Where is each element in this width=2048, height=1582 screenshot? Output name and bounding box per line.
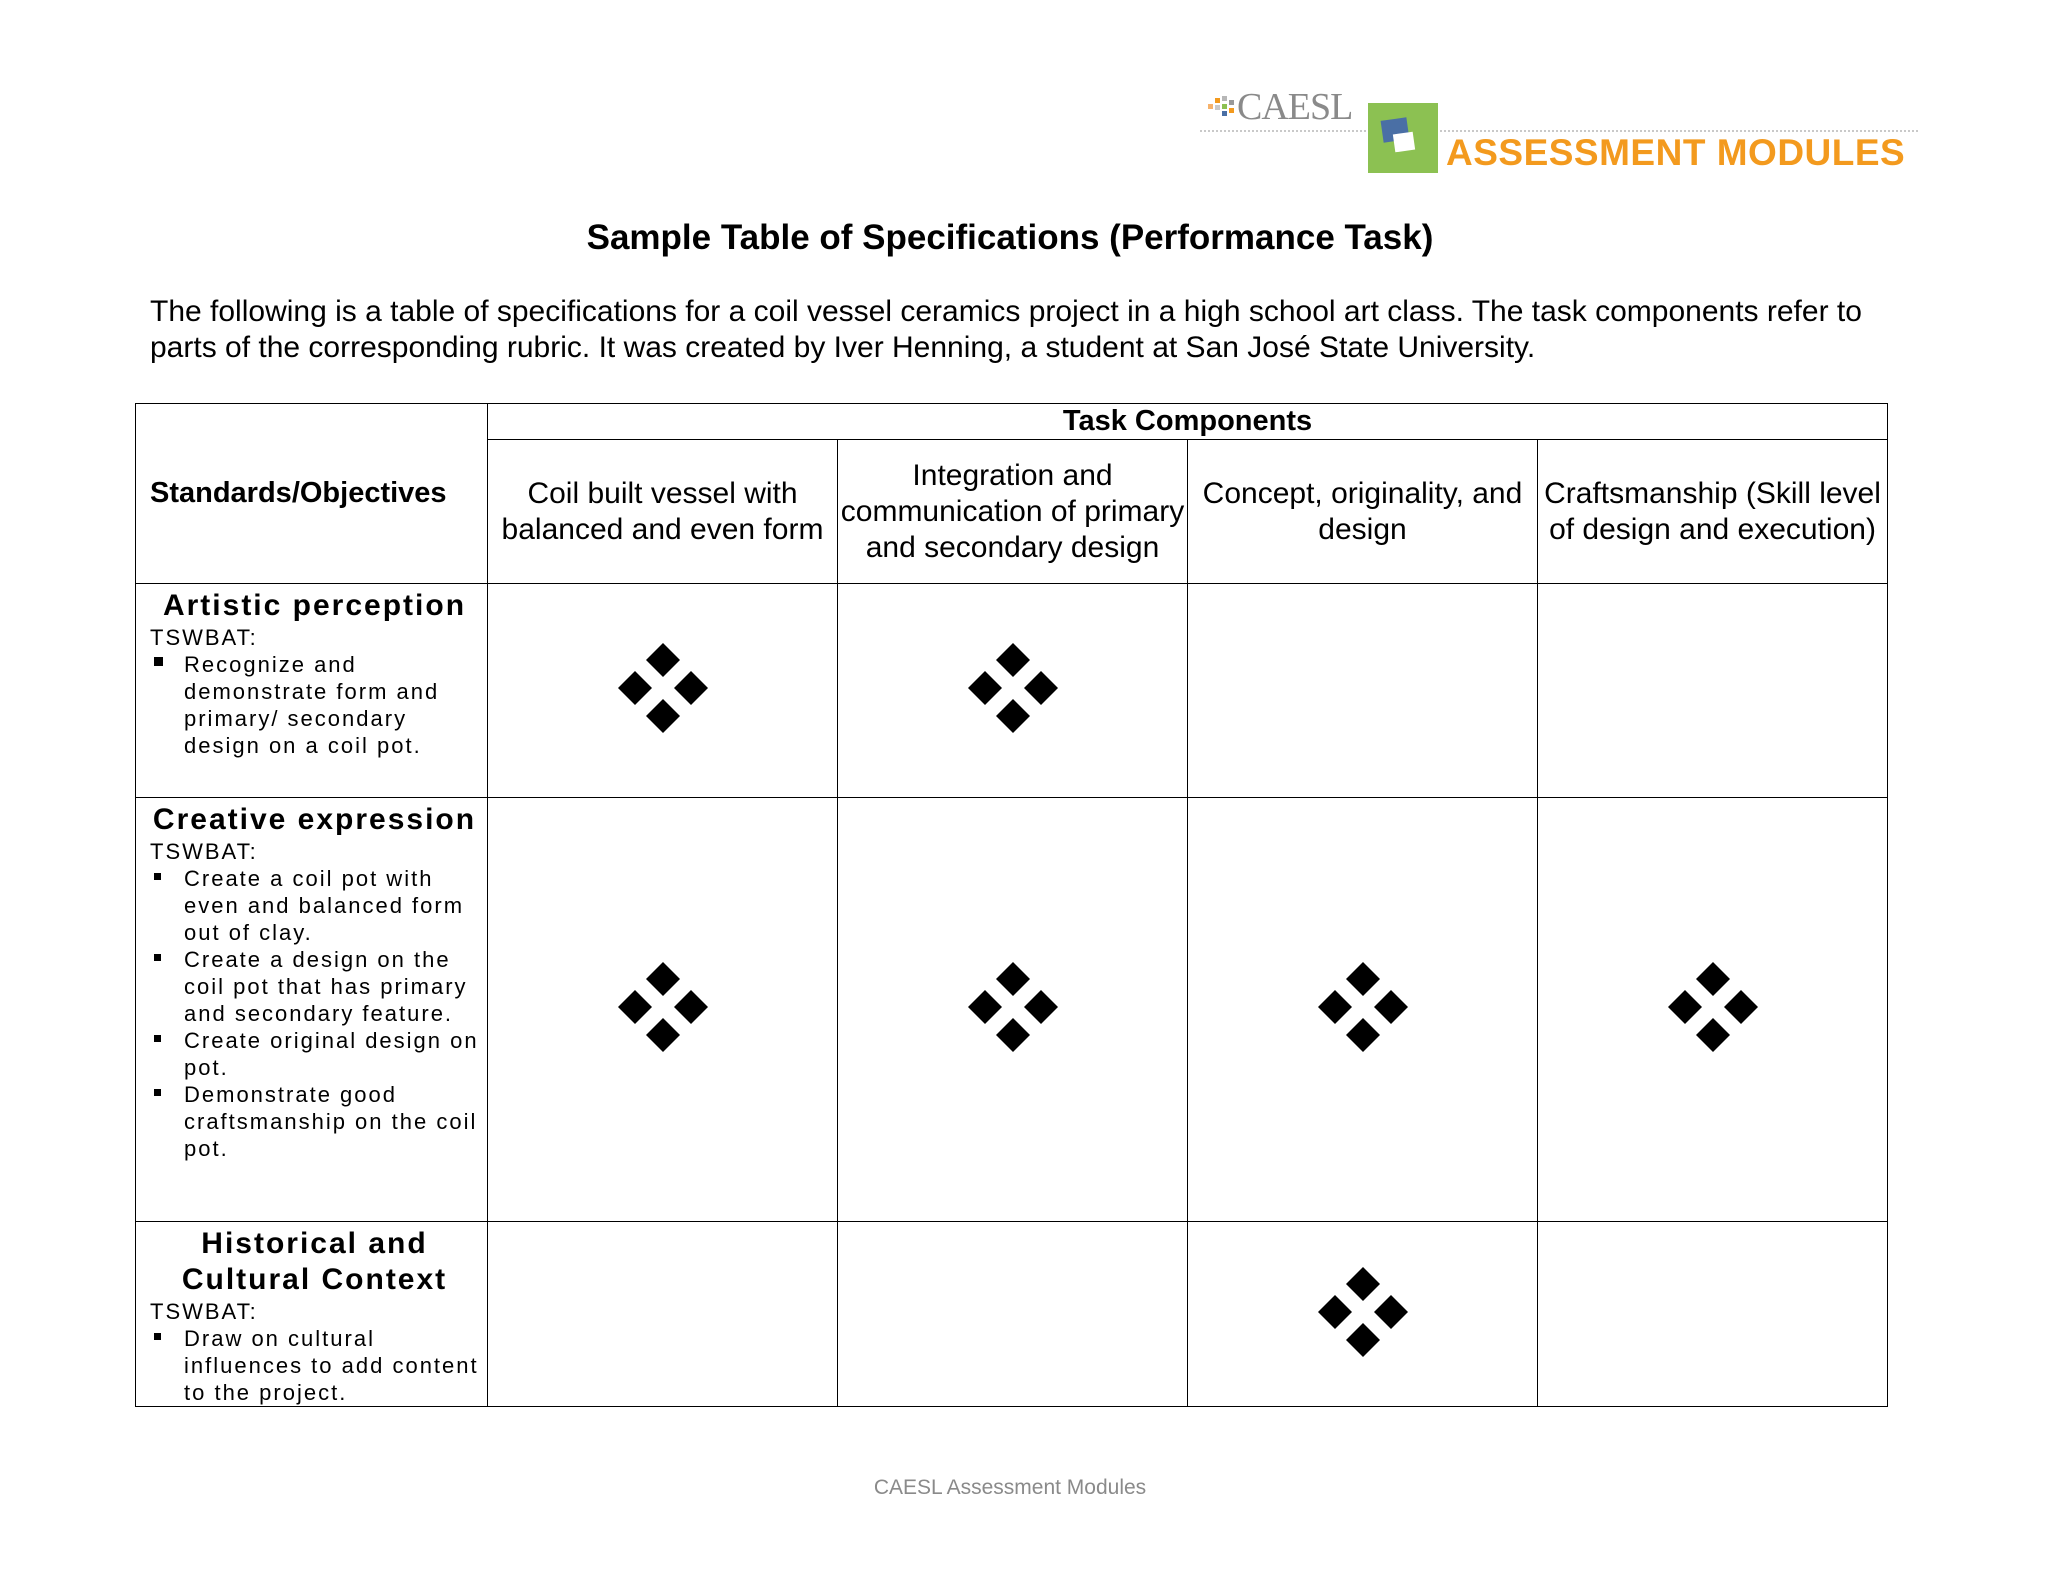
objective-list: [150, 1325, 479, 1406]
diamond-shape: [646, 962, 680, 996]
mark-cell: [1188, 798, 1538, 1222]
list-item: Create a coil pot with even and balanced form out of clay.: [150, 865, 479, 946]
caesl-logo: [1200, 82, 1920, 182]
objective-title: Artistic perception: [162, 589, 467, 622]
table-row: [136, 798, 1888, 1222]
diamond-shape: [1318, 990, 1352, 1024]
diamond-shape: [968, 990, 1002, 1024]
caesl-wordmark: [1208, 87, 1352, 127]
diamond-shape: [646, 643, 680, 677]
list-item: Demonstrate good craftsmanship on the coil pot.: [150, 1081, 479, 1162]
diamond-shape: [1024, 990, 1058, 1024]
diamond-shape: [996, 699, 1030, 733]
diamond-shape: [1346, 962, 1380, 996]
list-item: Create original design on pot.: [150, 1027, 479, 1081]
mark-cell: [1538, 798, 1888, 1222]
objective-title: Creative expression: [152, 803, 477, 836]
diamond-shape: [1696, 962, 1730, 996]
mark-cell: [838, 584, 1188, 798]
specifications-table: [135, 403, 1888, 1407]
diamond-shape: [646, 699, 680, 733]
component-header: Craftsmanship (Skill level of design and execution): [1538, 440, 1888, 584]
mark-cell: [488, 1222, 838, 1407]
list-item: Recognize and demonstrate form and primary/ secondary design on a coil pot.: [150, 651, 479, 759]
diamond-shape: [674, 671, 708, 705]
component-header: Integration and communication of primary and secondary design: [838, 440, 1188, 584]
objective-title: Historical and Cultural Context: [181, 1227, 448, 1296]
standards-header: Standards/Objectives: [136, 404, 488, 584]
objective-cell: [136, 1222, 488, 1407]
diamond-shape: [1346, 1323, 1380, 1357]
logo-square-icon: [1368, 103, 1438, 173]
list-item: Create a design on the coil pot that has primary and secondary feature.: [150, 946, 479, 1027]
diamond-shape: [1318, 1295, 1352, 1329]
objective-cell: [136, 584, 488, 798]
component-header: Coil built vessel with balanced and even form: [488, 440, 838, 584]
diamond-shape: [1346, 1267, 1380, 1301]
intro-paragraph: The following is a table of specifications for a coil vessel ceramics project in a high school art class. The task components refer to parts of the corresponding rubric. It was created by Iver Henning, a student at San José State University.: [150, 295, 1862, 364]
component-header: Concept, originality, and design: [1188, 440, 1538, 584]
diamond-shape: [1346, 1018, 1380, 1052]
diamond-shape: [1696, 1018, 1730, 1052]
diamond-shape: [1668, 990, 1702, 1024]
table-row: [136, 1222, 1888, 1407]
mark-cell: [1538, 584, 1888, 798]
objective-list: [150, 651, 479, 759]
diamond-shape: [1374, 990, 1408, 1024]
diamond-shape: [618, 671, 652, 705]
mark-cell: [1188, 584, 1538, 798]
objective-list: [150, 865, 479, 1162]
footer-text: CAESL Assessment Modules: [873, 1476, 1147, 1499]
diamond-shape: [996, 643, 1030, 677]
four-diamonds-icon: [1315, 959, 1411, 1055]
objective-lead: TSWBAT:: [150, 839, 258, 864]
brand-subtitle: ASSESSMENT MODULES: [1446, 132, 1906, 173]
mark-cell: [838, 1222, 1188, 1407]
diamond-shape: [1024, 671, 1058, 705]
diamond-shape: [996, 1018, 1030, 1052]
diamond-shape: [646, 1018, 680, 1052]
objective-lead: TSWBAT:: [150, 625, 258, 650]
mark-cell: [1188, 1222, 1538, 1407]
page-title: Sample Table of Specifications (Performance Task): [586, 218, 1434, 257]
task-components-header: Task Components: [488, 404, 1888, 440]
list-item: Draw on cultural influences to add content to the project.: [150, 1325, 479, 1406]
diamond-shape: [1724, 990, 1758, 1024]
four-diamonds-icon: [1315, 1264, 1411, 1360]
mark-cell: [488, 798, 838, 1222]
diamond-shape: [1374, 1295, 1408, 1329]
diamond-shape: [996, 962, 1030, 996]
diamond-shape: [674, 990, 708, 1024]
diamond-shape: [968, 671, 1002, 705]
four-diamonds-icon: [615, 959, 711, 1055]
pixel-grid-icon: [1208, 96, 1234, 118]
diamond-shape: [618, 990, 652, 1024]
four-diamonds-icon: [965, 640, 1061, 736]
four-diamonds-icon: [1665, 959, 1761, 1055]
header-row-top: [136, 404, 1888, 440]
mark-cell: [1538, 1222, 1888, 1407]
table-row: [136, 584, 1888, 798]
four-diamonds-icon: [965, 959, 1061, 1055]
four-diamonds-icon: [615, 640, 711, 736]
mark-cell: [488, 584, 838, 798]
brand-name: CAESL: [1237, 86, 1353, 128]
objective-cell: [136, 798, 488, 1222]
objective-lead: TSWBAT:: [150, 1299, 258, 1324]
mark-cell: [838, 798, 1188, 1222]
